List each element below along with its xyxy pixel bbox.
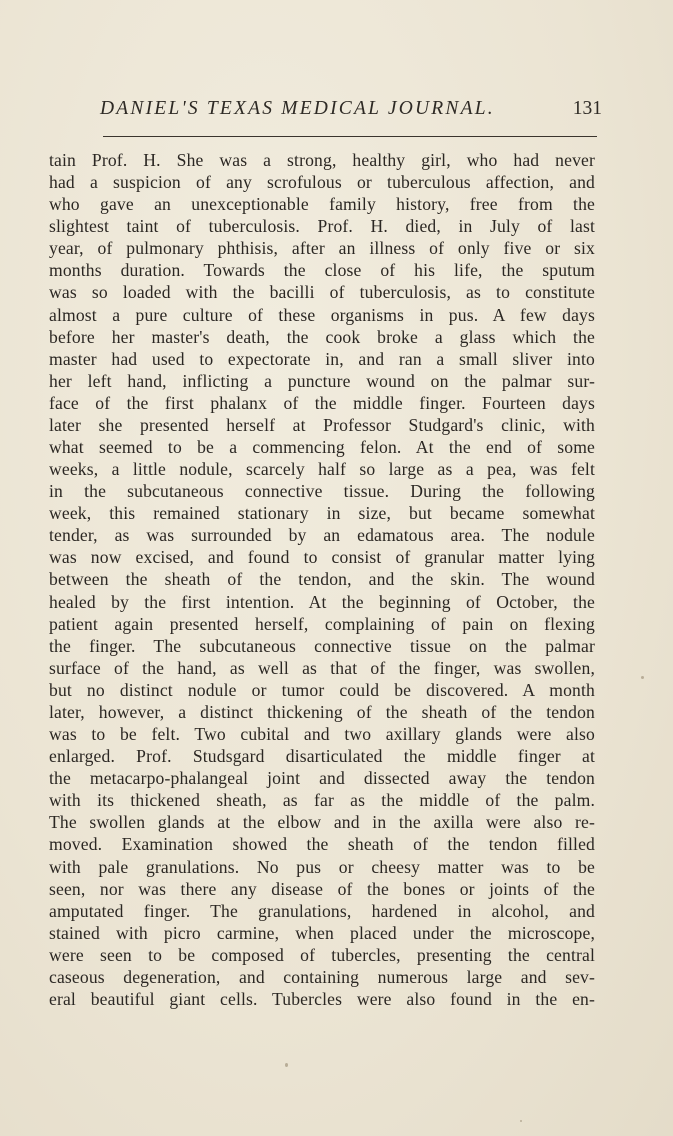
- body-line: later she presented herself at Professor Studgard's clinic, with: [49, 414, 595, 435]
- body-line: with pale granulations. No pus or cheesy matter was to be: [49, 856, 595, 877]
- body-line: months duration. Towards the close of his life, the sputum: [49, 260, 595, 281]
- body-line: later, however, a distinct thickening of the sheath of the tendon: [49, 701, 595, 722]
- page-number: 131: [572, 98, 602, 119]
- body-line: week, this remained stationary in size, but became somewhat: [49, 503, 595, 524]
- body-line: The swollen glands at the elbow and in the axilla were also re-: [49, 812, 595, 833]
- paper-speck: [520, 1120, 522, 1122]
- body-line: seen, nor was there any disease of the bones or joints of the: [49, 878, 595, 899]
- body-line: the metacarpo-phalangeal joint and dissected away the tendon: [49, 768, 595, 789]
- body-line: were seen to be composed of tubercles, presenting the central: [49, 944, 595, 965]
- body-line: eral beautiful giant cells. Tubercles were also found in the en-: [49, 988, 595, 1009]
- body-line: between the sheath of the tendon, and the skin. The wound: [49, 569, 595, 590]
- paper-speck: [285, 1063, 288, 1067]
- body-line: year, of pulmonary phthisis, after an illness of only five or six: [49, 238, 595, 259]
- body-line: moved. Examination showed the sheath of the tendon filled: [49, 834, 595, 855]
- body-line: slightest taint of tuberculosis. Prof. H. died, in July of last: [49, 216, 595, 237]
- body-line: weeks, a little nodule, scarcely half so large as a pea, was felt: [49, 459, 595, 480]
- body-line: tender, as was surrounded by an edamatous area. The nodule: [49, 525, 595, 546]
- body-line: surface of the hand, as well as that of the finger, was swollen,: [49, 657, 595, 678]
- body-line: master had used to expectorate in, and ran a small sliver into: [49, 348, 595, 369]
- body-line: tain Prof. H. She was a strong, healthy girl, who had never: [49, 150, 595, 170]
- body-line: amputated finger. The granulations, hardened in alcohol, and: [49, 900, 595, 921]
- journal-title: DANIEL'S TEXAS MEDICAL JOURNAL.: [100, 98, 495, 119]
- body-line: the finger. The subcutaneous connective tissue on the palmar: [49, 635, 595, 656]
- body-line: patient again presented herself, complaining of pain on flexing: [49, 613, 595, 634]
- body-line: with its thickened sheath, as far as the middle of the palm.: [49, 790, 595, 811]
- body-line: face of the first phalanx of the middle finger. Fourteen days: [49, 392, 595, 413]
- body-line: what seemed to be a commencing felon. At the end of some: [49, 437, 595, 458]
- body-line: was now excised, and found to consist of granular matter lying: [49, 547, 595, 568]
- body-line: stained with picro carmine, when placed under the microscope,: [49, 922, 595, 943]
- running-head: [100, 98, 602, 128]
- body-line: healed by the first intention. At the beginning of October, the: [49, 591, 595, 612]
- body-line: caseous degeneration, and containing numerous large and sev-: [49, 966, 595, 987]
- header-rule: [103, 136, 597, 137]
- body-line: almost a pure culture of these organisms in pus. A few days: [49, 304, 595, 325]
- body-line: but no distinct nodule or tumor could be discovered. A month: [49, 679, 595, 700]
- body-line: in the subcutaneous connective tissue. During the following: [49, 481, 595, 502]
- body-line: was to be felt. Two cubital and two axillary glands were also: [49, 724, 595, 745]
- body-line: her left hand, inflicting a puncture wound on the palmar sur-: [49, 370, 595, 391]
- body-line: who gave an unexceptionable family history, free from the: [49, 194, 595, 215]
- body-line: enlarged. Prof. Studsgard disarticulated the middle finger at: [49, 746, 595, 767]
- paper-speck: [641, 676, 644, 679]
- body-text: [49, 149, 595, 1010]
- body-line: before her master's death, the cook broke a glass which the: [49, 326, 595, 347]
- body-line: was so loaded with the bacilli of tuberculosis, as to constitute: [49, 282, 595, 303]
- body-line: had a suspicion of any scrofulous or tuberculous affection, and: [49, 172, 595, 193]
